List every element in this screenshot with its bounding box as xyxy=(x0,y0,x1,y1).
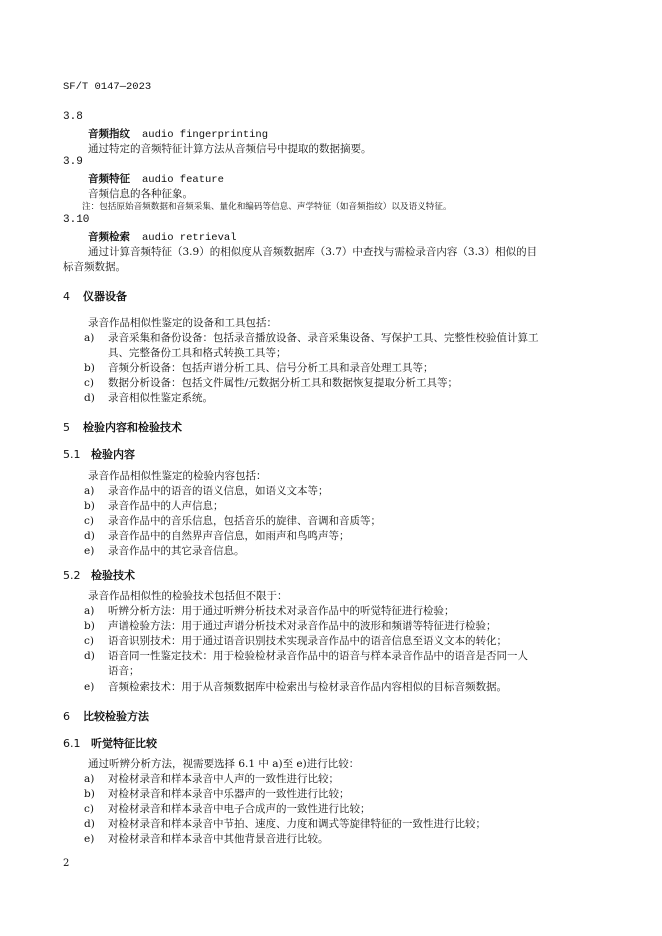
list-item xyxy=(84,603,455,618)
list-marker: d) xyxy=(84,392,95,404)
list-text: 对检材录音和样本录音中节拍、速度、力度和调式等旋律特征的一致性进行比较； xyxy=(108,818,486,830)
section-heading xyxy=(63,419,182,435)
list-item xyxy=(84,483,329,498)
subsection-number: 5.2 xyxy=(63,569,81,582)
list-item xyxy=(84,831,329,846)
term-zh: 音频指纹 xyxy=(88,128,130,140)
term-number: 3.8 xyxy=(63,111,83,123)
subsection-heading xyxy=(63,735,157,751)
section-title: 比较检验方法 xyxy=(83,710,149,723)
list-item xyxy=(84,528,350,543)
list-item xyxy=(84,801,371,816)
term-title xyxy=(88,229,237,244)
list-item xyxy=(84,498,224,513)
list-text: 对检材录音和样本录音中电子合成声的一致性进行比较； xyxy=(108,803,371,815)
subsection-heading xyxy=(63,567,135,583)
term-title xyxy=(88,126,268,141)
term-zh: 音频检索 xyxy=(88,231,130,243)
term-note: 注：包括原始音频数据和音频采集、量化和编码等信息、声学特征（如音频指纹）以及语义特征。 xyxy=(82,202,452,212)
term-definition-cont: 标音频数据。 xyxy=(63,261,126,273)
page-number: 2 xyxy=(63,858,70,869)
section-intro: 通过听辨分析方法，视需要选择 6.1 中 a)至 e)进行比较： xyxy=(88,758,360,770)
list-text: 音频检索技术：用于从音频数据库中检索出与检材录音作品内容相似的目标音频数据。 xyxy=(108,681,507,693)
list-text: 语音识别技术：用于通过语音识别技术实现录音作品中的语音信息至语义文本的转化； xyxy=(108,635,507,647)
subsection-number: 5.1 xyxy=(63,448,81,461)
list-text: 录音作品中的语音的语义信息，如语义文本等； xyxy=(108,485,329,497)
term-definition: 音频信息的各种征象。 xyxy=(88,188,193,200)
list-text: 声谱检验方法：用于通过声谱分析技术对录音作品中的波形和频谱等特征进行检验； xyxy=(108,620,497,632)
list-item xyxy=(84,390,213,405)
list-marker: b) xyxy=(84,788,95,800)
list-text: 对检材录音和样本录音中人声的一致性进行比较； xyxy=(108,773,339,785)
section-title: 仪器设备 xyxy=(83,290,127,303)
list-item xyxy=(84,330,539,345)
section-number: 6 xyxy=(63,710,70,723)
list-item xyxy=(84,816,486,831)
list-item xyxy=(84,648,528,663)
list-marker: b) xyxy=(84,362,95,374)
list-marker: d) xyxy=(84,530,95,542)
subsection-title: 检验技术 xyxy=(91,569,135,582)
subsection-heading xyxy=(63,446,135,462)
list-text: 数据分析设备：包括文件属性/元数据分析工具和数据恢复提取分析工具等； xyxy=(108,377,459,389)
list-item xyxy=(84,786,350,801)
list-marker: d) xyxy=(84,650,95,662)
subsection-number: 6.1 xyxy=(63,737,81,750)
list-marker: c) xyxy=(84,515,94,527)
list-text: 音频分析设备：包括声谱分析工具、信号分析工具和录音处理工具等； xyxy=(108,362,434,374)
section-title: 检验内容和检验技术 xyxy=(83,421,182,434)
list-marker: e) xyxy=(84,545,95,557)
term-number: 3.10 xyxy=(63,214,90,226)
term-number: 3.9 xyxy=(63,156,83,168)
term-definition: 通过计算音频特征（3.9）的相似度从音频数据库（3.7）中查找与需检录音内容（3.3）相似的目 xyxy=(88,246,538,258)
section-number: 5 xyxy=(63,421,70,434)
list-item xyxy=(84,618,497,633)
list-marker: c) xyxy=(84,377,94,389)
term-title xyxy=(88,171,224,186)
list-marker: c) xyxy=(84,635,94,647)
subsection-title: 听觉特征比较 xyxy=(91,737,157,750)
list-marker: e) xyxy=(84,833,95,845)
list-text: 对检材录音和样本录音中乐器声的一致性进行比较； xyxy=(108,788,350,800)
list-text: 录音作品中的人声信息； xyxy=(108,500,224,512)
section-intro: 录音作品相似性鉴定的检验内容包括： xyxy=(88,470,267,482)
list-marker: e) xyxy=(84,681,95,693)
subsection-title: 检验内容 xyxy=(91,448,135,461)
list-marker: a) xyxy=(84,332,95,344)
list-item xyxy=(84,360,434,375)
list-text: 录音作品中的音乐信息，包括音乐的旋律、音调和音质等； xyxy=(108,515,381,527)
list-item-cont: 语音； xyxy=(108,665,140,677)
list-text: 录音采集和备份设备：包括录音播放设备、录音采集设备、写保护工具、完整性校验值计算工 xyxy=(108,332,539,344)
term-en: audio retrieval xyxy=(142,232,237,244)
list-text: 录音作品中的自然界声音信息，如雨声和鸟鸣声等； xyxy=(108,530,350,542)
section-heading xyxy=(63,288,127,304)
list-marker: a) xyxy=(84,485,95,497)
section-intro: 录音作品相似性的检验技术包括但不限于： xyxy=(88,590,288,602)
list-text: 语音同一性鉴定技术：用于检验检材录音作品中的语音与样本录音作品中的语音是否同一人 xyxy=(108,650,528,662)
list-text: 录音相似性鉴定系统。 xyxy=(108,392,213,404)
list-marker: b) xyxy=(84,500,95,512)
list-text: 录音作品中的其它录音信息。 xyxy=(108,545,245,557)
list-marker: c) xyxy=(84,803,94,815)
term-zh: 音频特征 xyxy=(88,173,130,185)
list-item xyxy=(84,633,507,648)
list-text: 对检材录音和样本录音中其他背景音进行比较。 xyxy=(108,833,329,845)
list-item xyxy=(84,771,339,786)
list-marker: b) xyxy=(84,620,95,632)
list-item xyxy=(84,543,245,558)
list-text: 听辨分析方法：用于通过听辨分析技术对录音作品中的听觉特征进行检验； xyxy=(108,605,455,617)
list-item xyxy=(84,679,507,694)
term-en: audio fingerprinting xyxy=(142,129,269,141)
list-item-cont: 具、完整备份工具和格式转换工具等； xyxy=(108,347,287,359)
section-number: 4 xyxy=(63,290,70,303)
list-marker: d) xyxy=(84,818,95,830)
list-item xyxy=(84,513,381,528)
list-marker: a) xyxy=(84,773,95,785)
list-marker: a) xyxy=(84,605,95,617)
list-item xyxy=(84,375,458,390)
document-id-header: SF/T 0147—2023 xyxy=(63,81,152,93)
section-intro: 录音作品相似性鉴定的设备和工具包括： xyxy=(88,317,277,329)
section-heading xyxy=(63,708,149,724)
term-definition: 通过特定的音频特征计算方法从音频信号中提取的数据摘要。 xyxy=(88,143,372,155)
term-en: audio feature xyxy=(142,174,224,186)
